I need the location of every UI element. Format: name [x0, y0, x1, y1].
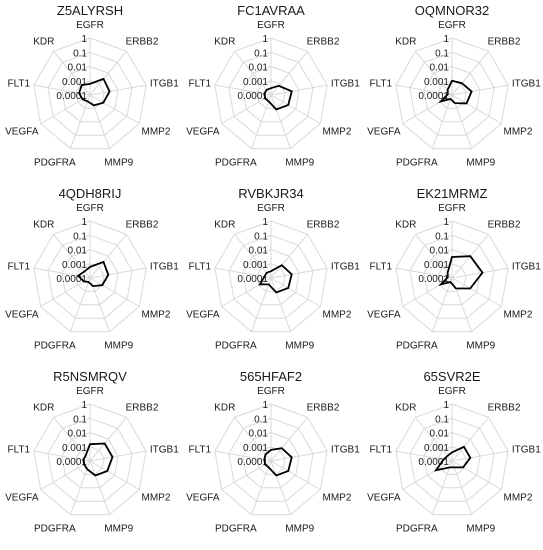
tick-label: 0.0001	[237, 274, 268, 285]
radar-panel	[186, 186, 360, 352]
axis-label: EGFR	[438, 203, 466, 214]
radar-panel	[5, 186, 179, 352]
axis-label: VEGFA	[367, 309, 401, 321]
axis-label: MMP9	[466, 157, 496, 169]
axis-spoke	[452, 95, 501, 124]
axis-label: PDGFRA	[34, 340, 76, 352]
axis-label: KDR	[33, 36, 55, 48]
axis-label: MMP2	[322, 492, 352, 504]
axis-label: PDGFRA	[396, 157, 438, 169]
axis-label: VEGFA	[367, 492, 401, 504]
tick-label: 1	[262, 217, 268, 228]
tick-label: 0.1	[254, 414, 268, 426]
axis-label: VEGFA	[186, 309, 220, 321]
axis-label: PDGFRA	[34, 157, 76, 169]
tick-label: 0.001	[61, 442, 87, 454]
axis-label: FLT1	[369, 444, 393, 456]
axis-label: EGFR	[76, 203, 104, 214]
axis-spoke	[90, 417, 127, 461]
axis-label: ITGB1	[149, 444, 179, 456]
axis-label: EGFR	[76, 386, 104, 397]
radar-panel	[5, 3, 179, 169]
axis-label: ITGB1	[149, 78, 179, 90]
axis-label: FLT1	[188, 444, 212, 456]
tick-label: 0.0001	[56, 91, 87, 102]
axis-spoke	[452, 51, 489, 95]
radar-panel	[367, 369, 541, 535]
axis-label: MMP2	[141, 492, 171, 504]
chart-title: 4QDH8RIJ	[58, 186, 122, 201]
axis-spoke	[271, 451, 327, 461]
axis-label: ITGB1	[511, 78, 541, 90]
axis-label: KDR	[214, 219, 236, 231]
axis-label: MMP2	[141, 309, 171, 321]
tick-label: 1	[443, 217, 449, 228]
axis-spoke	[90, 268, 146, 278]
axis-label: EGFR	[76, 20, 104, 31]
tick-label: 0.01	[429, 428, 449, 440]
tick-label: 0.0001	[418, 457, 449, 468]
axis-label: ERBB2	[306, 402, 340, 414]
axis-spoke	[90, 278, 139, 307]
tick-label: 0.1	[73, 231, 87, 243]
radar-panel	[367, 186, 541, 352]
chart-title: 565HFAF2	[239, 369, 303, 384]
axis-label: MMP9	[104, 523, 134, 535]
tick-label: 0.0001	[237, 457, 268, 468]
chart-title: FC1AVRAA	[237, 3, 305, 18]
tick-label: 0.01	[429, 245, 449, 257]
axis-label: MMP9	[466, 340, 496, 352]
axis-label: ERBB2	[487, 402, 521, 414]
tick-label: 0.001	[423, 76, 449, 88]
chart-title: EK21MRMZ	[416, 186, 488, 201]
axis-label: FLT1	[7, 261, 31, 273]
axis-label: PDGFRA	[215, 523, 257, 535]
tick-label: 0.01	[67, 62, 87, 74]
tick-label: 1	[443, 400, 449, 411]
axis-label: ERBB2	[306, 219, 340, 231]
axis-label: VEGFA	[5, 492, 39, 504]
axis-label: MMP9	[104, 157, 134, 169]
tick-label: 0.01	[248, 245, 268, 257]
axis-spoke	[452, 417, 489, 461]
axis-label: ITGB1	[511, 261, 541, 273]
axis-label: VEGFA	[186, 126, 220, 138]
axis-label: PDGFRA	[215, 340, 257, 352]
tick-label: 0.0001	[56, 457, 87, 468]
axis-label: EGFR	[257, 20, 285, 31]
axis-spoke	[271, 51, 308, 95]
axis-label: MMP2	[503, 126, 533, 138]
chart-title: OQMNOR32	[414, 3, 490, 18]
axis-label: PDGFRA	[34, 523, 76, 535]
tick-label: 0.1	[435, 414, 449, 426]
radar-panel	[186, 3, 360, 169]
axis-label: MMP9	[466, 523, 496, 535]
tick-label: 0.01	[67, 428, 87, 440]
axis-label: FLT1	[188, 261, 212, 273]
axis-label: FLT1	[7, 444, 31, 456]
axis-label: ITGB1	[149, 261, 179, 273]
axis-label: PDGFRA	[215, 157, 257, 169]
tick-label: 0.1	[254, 231, 268, 243]
series-polygon	[264, 86, 291, 110]
tick-label: 1	[81, 400, 87, 411]
axis-label: KDR	[214, 36, 236, 48]
chart-title: Z5ALYRSH	[56, 3, 124, 18]
axis-spoke	[452, 85, 508, 95]
tick-label: 0.001	[61, 259, 87, 271]
axis-label: FLT1	[369, 78, 393, 90]
tick-label: 0.1	[254, 48, 268, 60]
axis-label: ITGB1	[511, 444, 541, 456]
axis-spoke	[452, 461, 501, 490]
tick-label: 0.1	[435, 231, 449, 243]
axis-label: KDR	[214, 402, 236, 414]
radar-panel	[186, 369, 360, 535]
axis-label: EGFR	[438, 20, 466, 31]
tick-label: 0.0001	[56, 274, 87, 285]
axis-label: MMP2	[141, 126, 171, 138]
axis-label: ITGB1	[330, 444, 360, 456]
tick-label: 0.01	[248, 62, 268, 74]
axis-label: ERBB2	[306, 36, 340, 48]
axis-label: ERBB2	[125, 36, 159, 48]
chart-title: 65SVR2E	[423, 369, 481, 384]
axis-label: MMP2	[322, 126, 352, 138]
tick-label: 0.01	[429, 62, 449, 74]
axis-spoke	[452, 278, 501, 307]
axis-label: VEGFA	[5, 126, 39, 138]
axis-label: ERBB2	[487, 36, 521, 48]
chart-title: RVBKJR34	[238, 186, 304, 201]
tick-label: 0.1	[73, 48, 87, 60]
axis-label: MMP9	[285, 340, 315, 352]
axis-label: ERBB2	[125, 219, 159, 231]
axis-spoke	[90, 451, 146, 461]
radar-panel	[5, 369, 179, 535]
axis-label: EGFR	[438, 386, 466, 397]
tick-label: 0.1	[435, 48, 449, 60]
tick-label: 1	[81, 217, 87, 228]
axis-label: EGFR	[257, 203, 285, 214]
tick-label: 0.001	[423, 442, 449, 454]
tick-label: 1	[262, 400, 268, 411]
axis-label: MMP2	[503, 309, 533, 321]
radar-panel	[367, 3, 541, 169]
tick-label: 0.001	[61, 76, 87, 88]
axis-label: MMP2	[503, 492, 533, 504]
axis-label: VEGFA	[5, 309, 39, 321]
axis-label: KDR	[33, 402, 55, 414]
axis-label: KDR	[33, 219, 55, 231]
tick-label: 0.0001	[418, 274, 449, 285]
axis-label: FLT1	[7, 78, 31, 90]
axis-spoke	[90, 85, 146, 95]
axis-label: FLT1	[188, 78, 212, 90]
axis-spoke	[90, 234, 127, 278]
tick-label: 0.001	[242, 259, 268, 271]
axis-label: MMP2	[322, 309, 352, 321]
axis-label: MMP9	[104, 340, 134, 352]
axis-label: ERBB2	[125, 402, 159, 414]
axis-label: MMP9	[285, 157, 315, 169]
axis-label: KDR	[395, 36, 417, 48]
tick-label: 1	[443, 34, 449, 45]
axis-label: ERBB2	[487, 219, 521, 231]
axis-spoke	[452, 451, 508, 461]
tick-label: 1	[262, 34, 268, 45]
axis-label: PDGFRA	[396, 523, 438, 535]
tick-label: 0.0001	[418, 91, 449, 102]
axis-label: ITGB1	[330, 78, 360, 90]
axis-label: KDR	[395, 219, 417, 231]
axis-label: ITGB1	[330, 261, 360, 273]
tick-label: 0.001	[423, 259, 449, 271]
tick-label: 1	[81, 34, 87, 45]
chart-title: R5NSMRQV	[53, 369, 127, 384]
axis-label: VEGFA	[367, 126, 401, 138]
tick-label: 0.01	[67, 245, 87, 257]
axis-spoke	[271, 268, 327, 278]
tick-label: 0.1	[73, 414, 87, 426]
axis-spoke	[90, 95, 139, 124]
tick-label: 0.001	[242, 76, 268, 88]
axis-label: MMP9	[285, 523, 315, 535]
axis-label: VEGFA	[186, 492, 220, 504]
axis-label: EGFR	[257, 386, 285, 397]
tick-label: 0.0001	[237, 91, 268, 102]
axis-label: FLT1	[369, 261, 393, 273]
axis-label: KDR	[395, 402, 417, 414]
tick-label: 0.001	[242, 442, 268, 454]
tick-label: 0.01	[248, 428, 268, 440]
axis-label: PDGFRA	[396, 340, 438, 352]
